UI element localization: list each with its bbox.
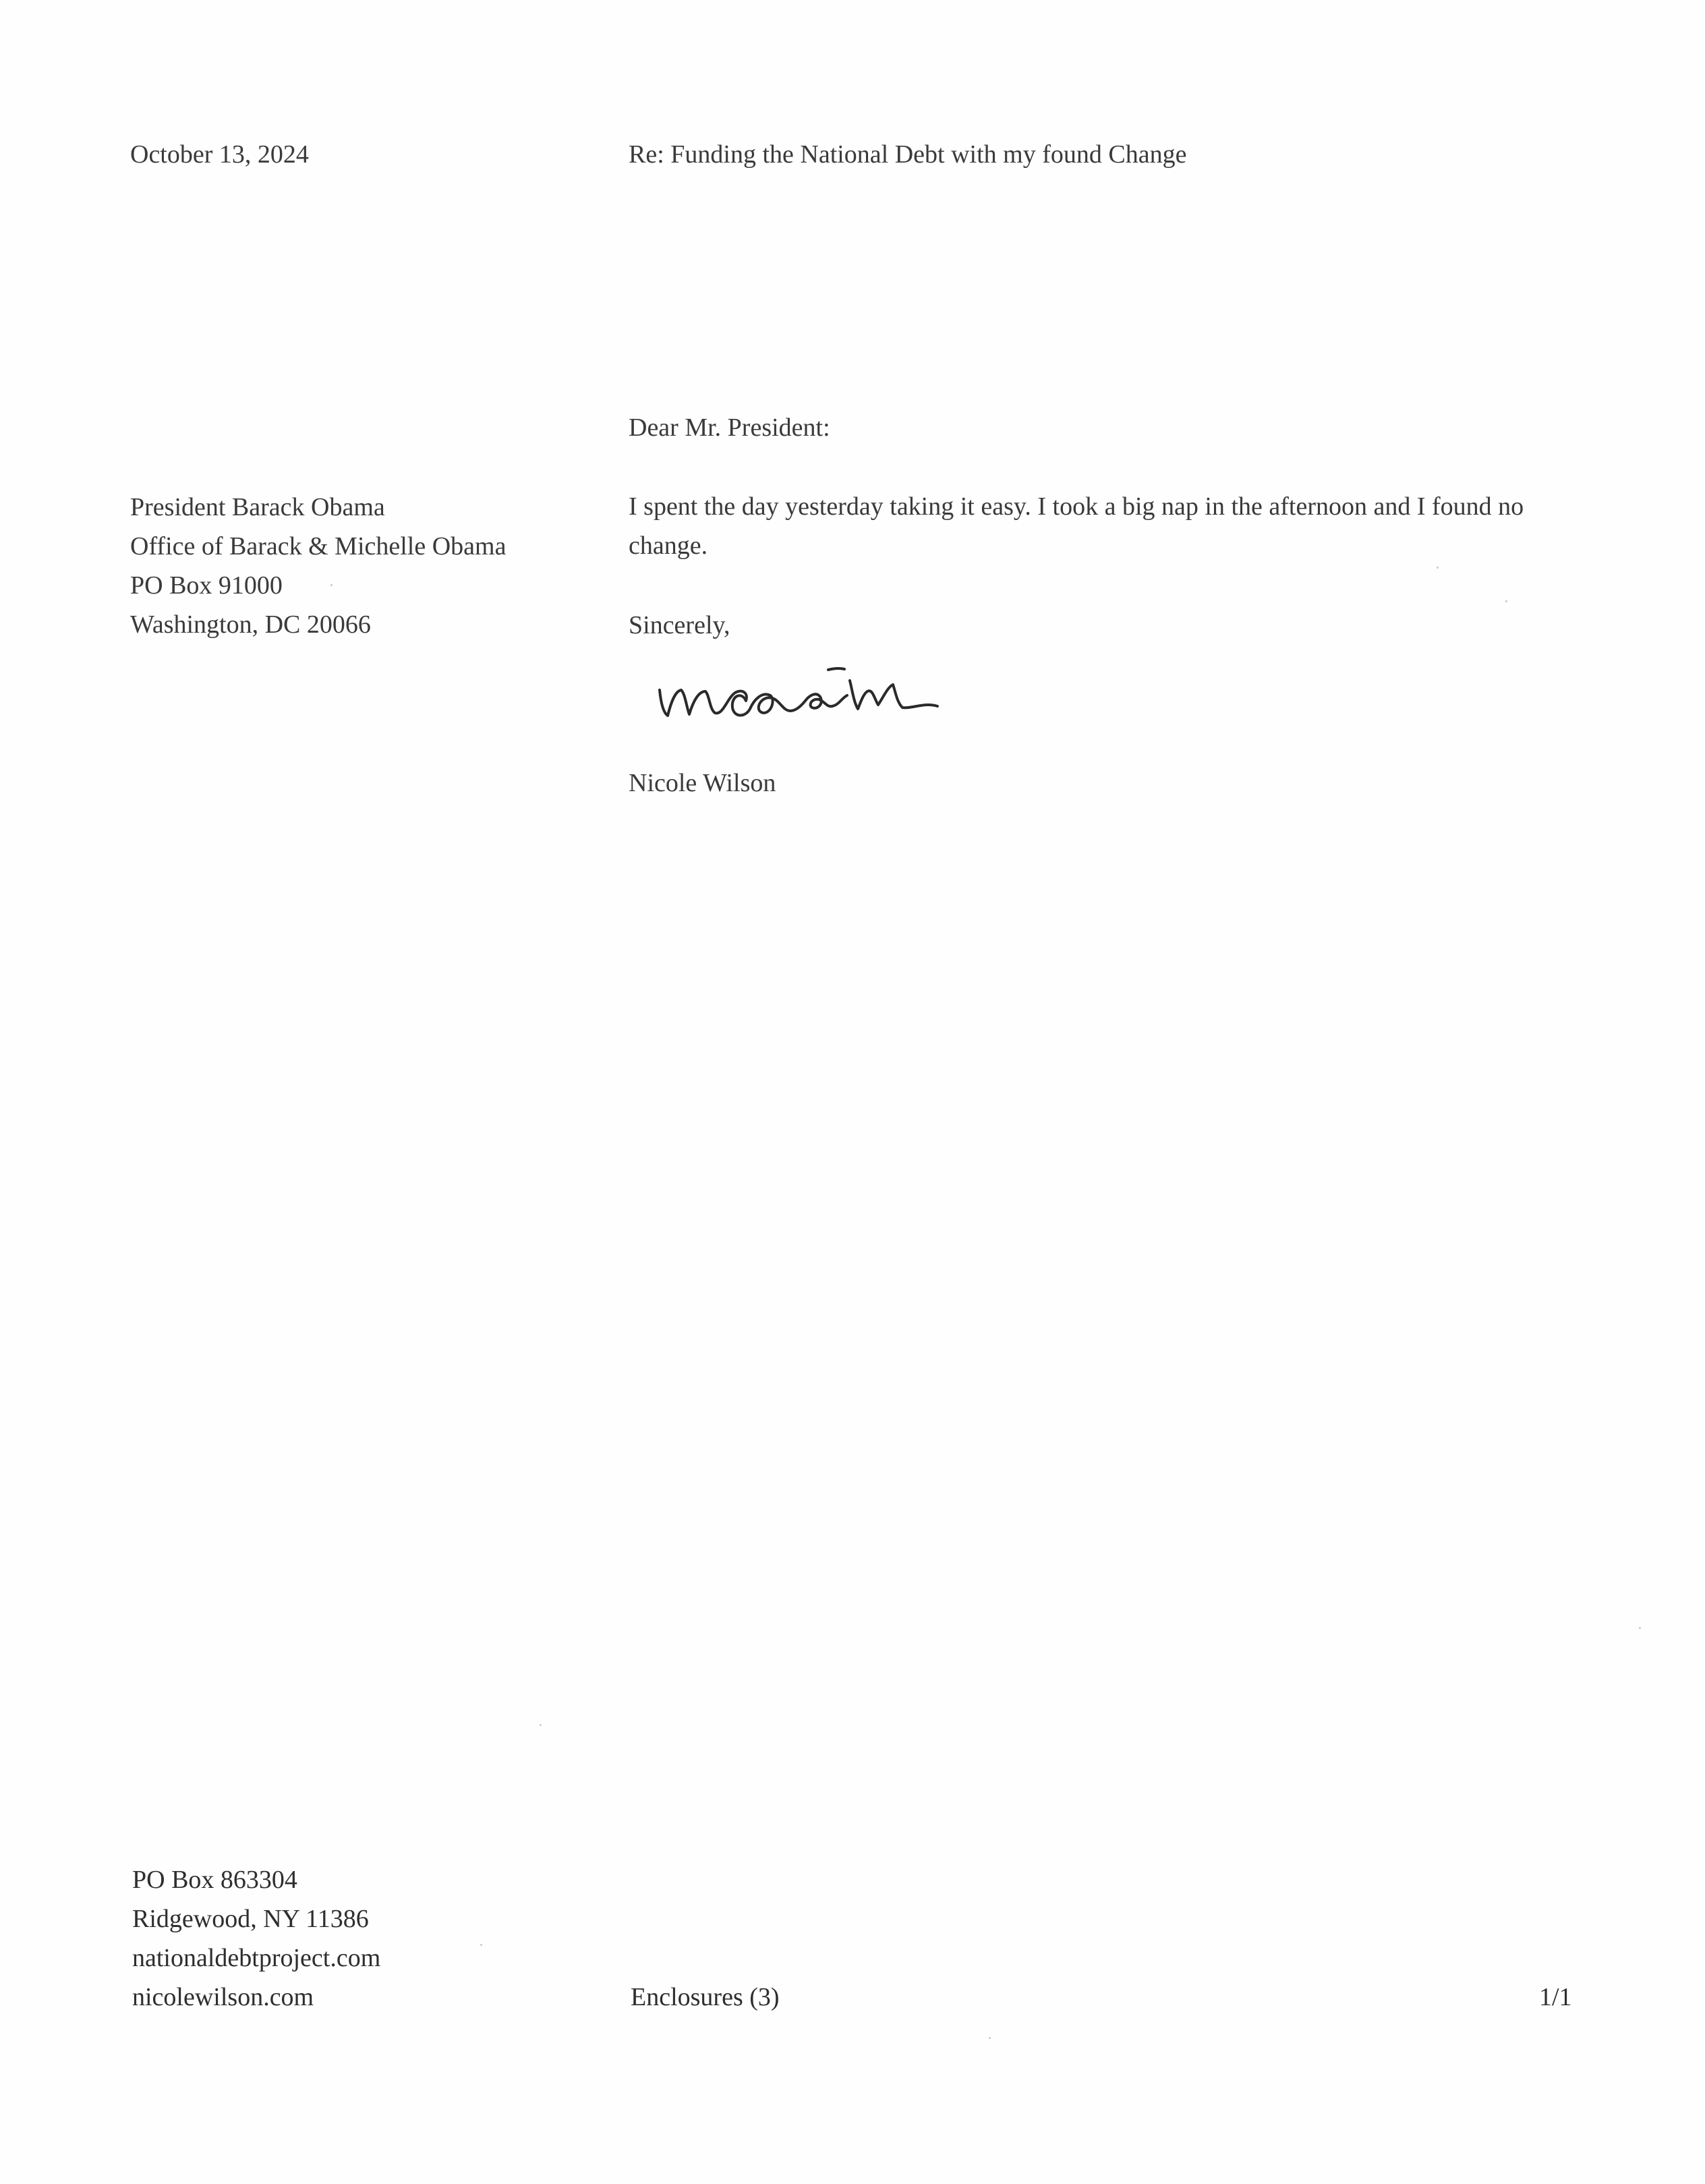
sender-address (132, 1860, 380, 2017)
letter-subject: Re: Funding the National Debt with my found Change (629, 140, 1187, 169)
scan-speck (1437, 567, 1439, 569)
recipient-address (130, 488, 506, 644)
scan-speck (480, 1944, 482, 1946)
letter-body: I spent the day yesterday taking it easy. I took a big nap in the afternoon and I found no change. (629, 492, 1524, 560)
letter-date: October 13, 2024 (130, 140, 309, 169)
closing: Sincerely, (629, 611, 730, 639)
scan-speck (540, 1724, 542, 1726)
sender-line: PO Box 863304 (132, 1866, 297, 1894)
page-number: 1/1 (1539, 1983, 1572, 2011)
scan-speck (1639, 1627, 1641, 1629)
enclosures-note: Enclosures (3) (631, 1983, 780, 2011)
scan-speck (1505, 600, 1507, 602)
sender-line: Ridgewood, NY 11386 (132, 1905, 369, 1933)
scan-speck (989, 2037, 991, 2039)
sender-line: nicolewilson.com (132, 1983, 314, 2011)
recipient-line: PO Box 91000 (130, 571, 283, 600)
recipient-line: Office of Barack & Michelle Obama (130, 532, 507, 561)
salutation: Dear Mr. President: (629, 413, 830, 442)
signer-name: Nicole Wilson (629, 769, 776, 797)
signature-icon (647, 651, 975, 732)
recipient-line: President Barack Obama (130, 493, 385, 521)
sender-line: nationaldebtproject.com (132, 1944, 381, 1972)
recipient-line: Washington, DC 20066 (130, 610, 371, 639)
scan-speck (330, 584, 333, 586)
